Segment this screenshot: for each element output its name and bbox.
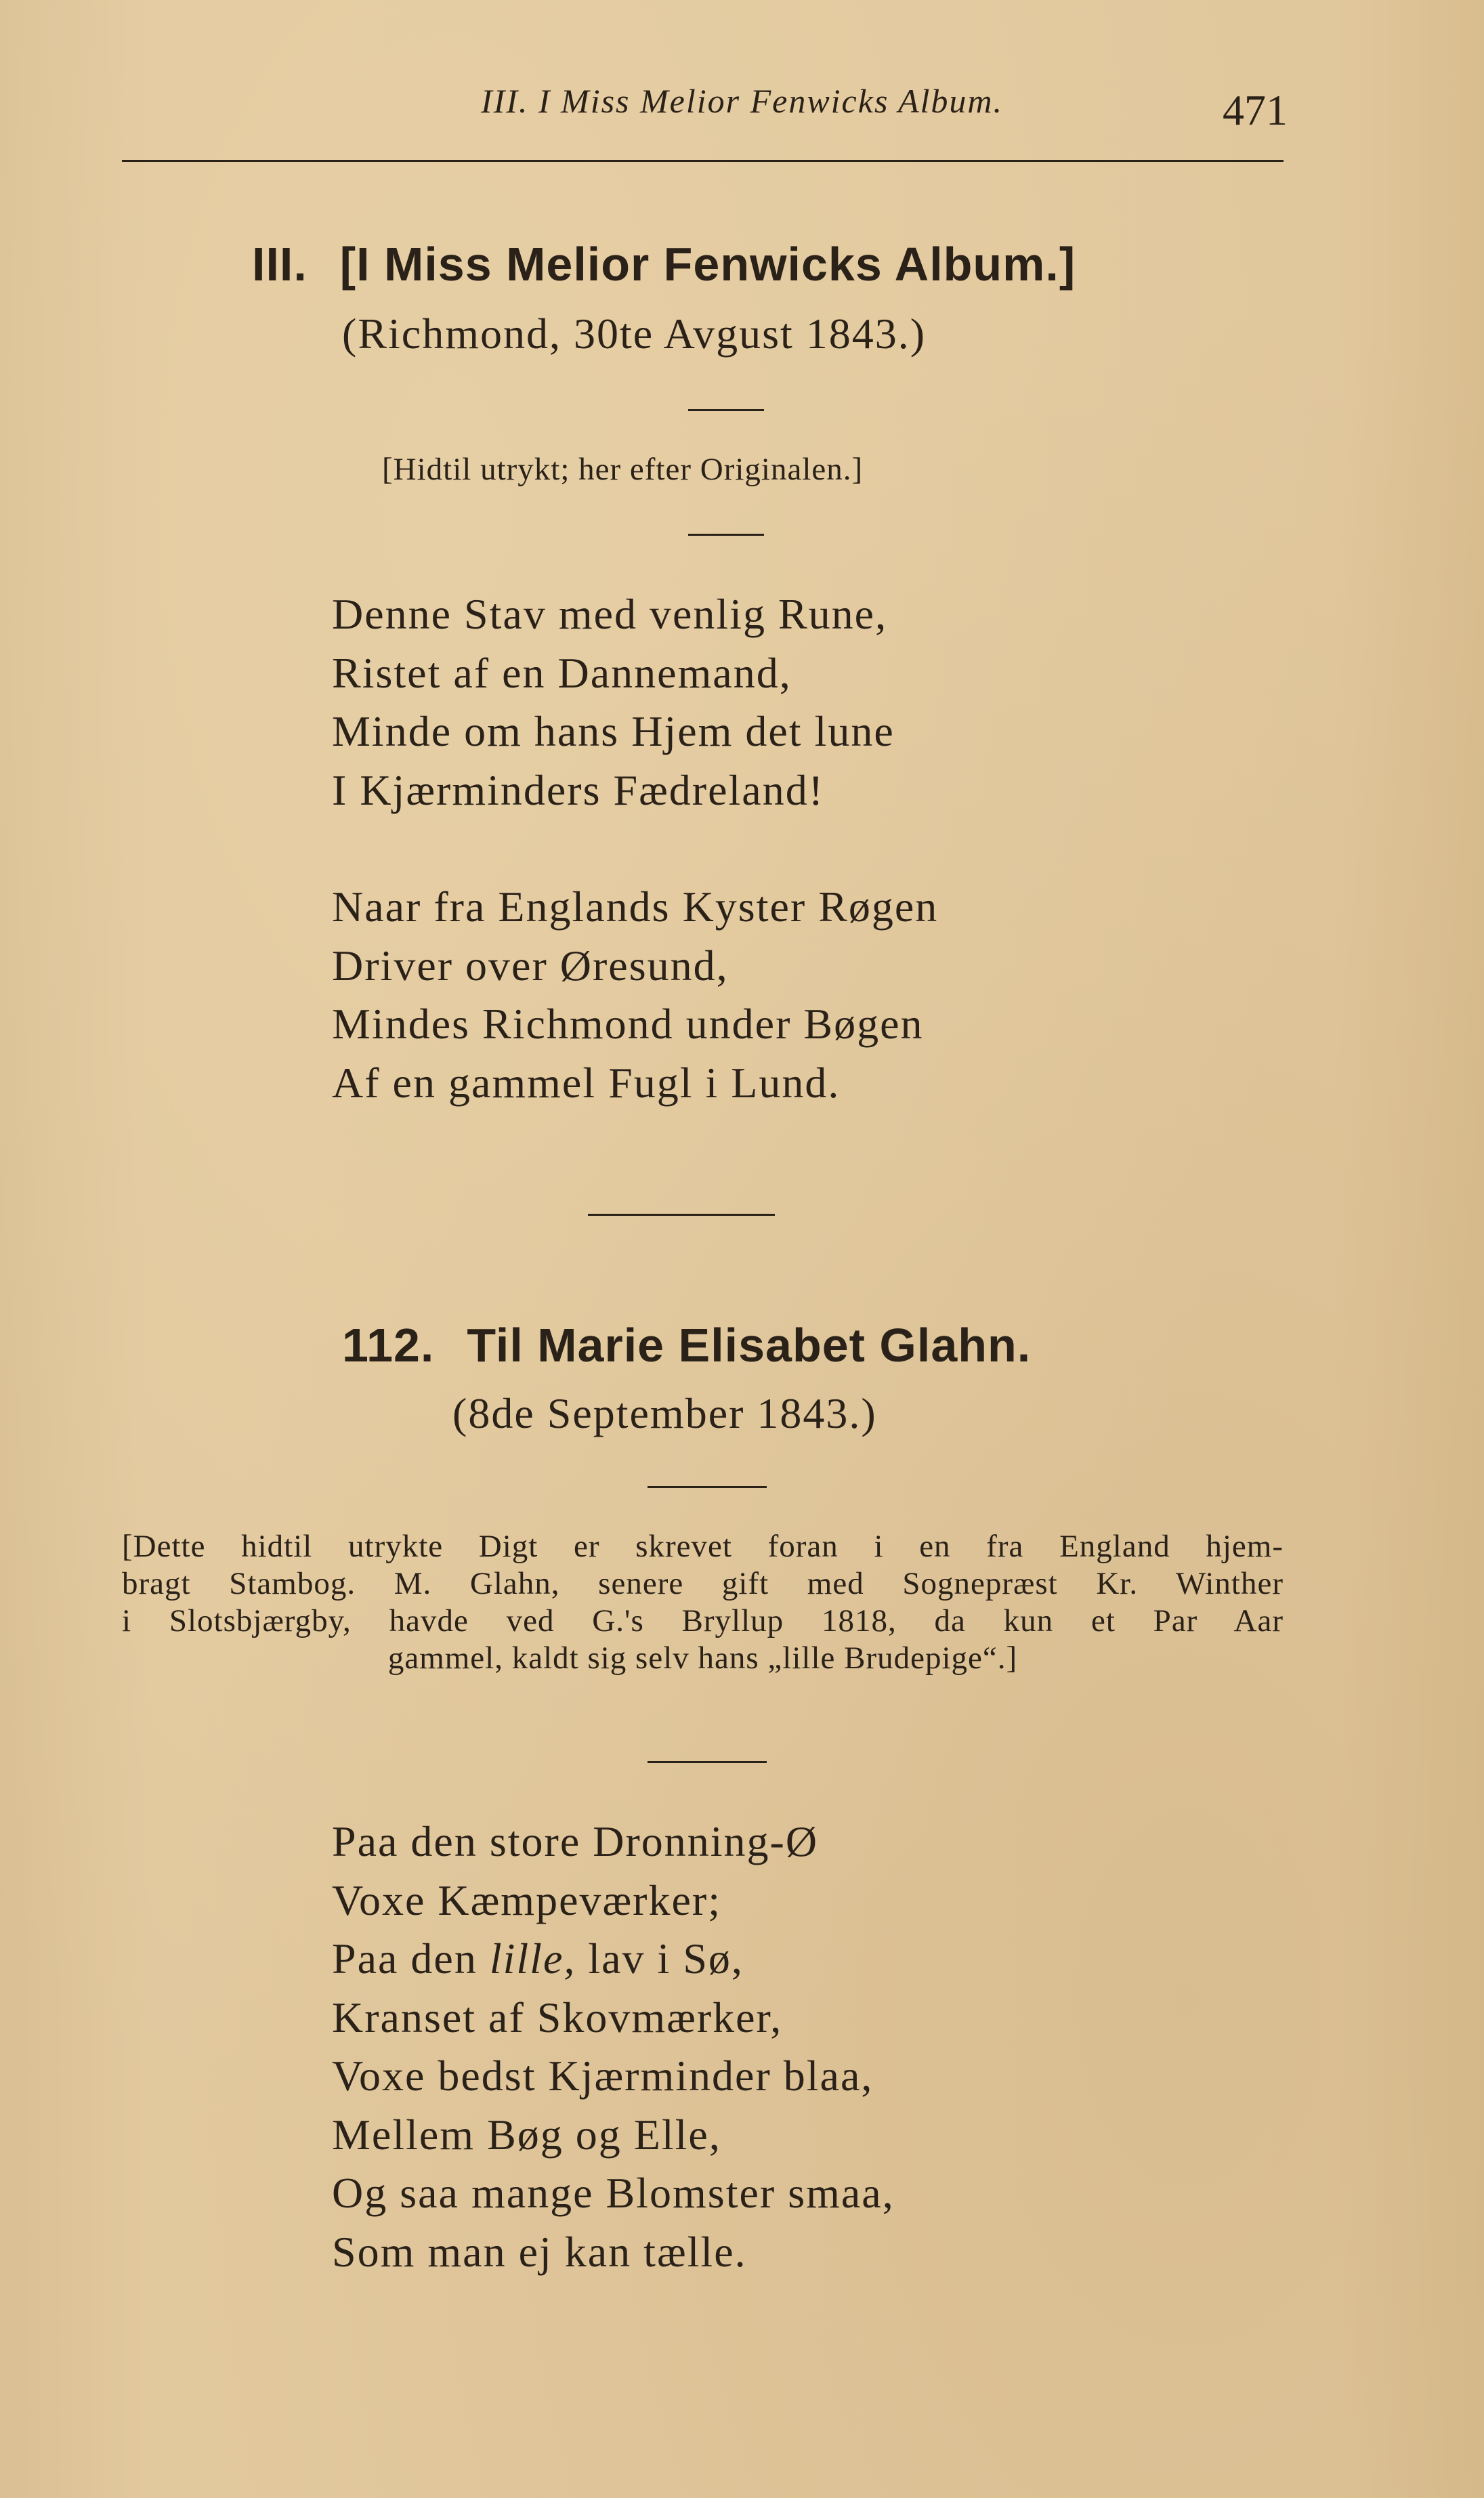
poem-112 <box>332 1813 1280 2281</box>
note-line: i Slotsbjærgby, havde ved G.'s Bryllup 1818, da kun et Par Aar <box>122 1603 1284 1638</box>
poem-line: Paa den store Dronning-Ø <box>332 1817 819 1865</box>
note-line: [Dette hidtil utrykte Digt er skrevet foran i en fra England hjem- <box>122 1529 1284 1564</box>
poem-line <box>332 1930 1280 1989</box>
divider-rule <box>688 534 764 536</box>
running-header: III. I Miss Melior Fenwicks Album. <box>480 82 1004 120</box>
emphasis-word: lille, <box>489 1934 576 1983</box>
section-title: [I Miss Melior Fenwicks Album.] <box>339 238 1076 291</box>
poem-line: Voxe Kæmpeværker; <box>332 1876 721 1924</box>
divider-rule <box>648 1486 767 1488</box>
poem-line: Minde om hans Hjem det lune <box>332 707 895 755</box>
poem-line: Og saa mange Blomster smaa, <box>332 2169 895 2217</box>
poem-line: Driver over Øresund, <box>332 941 729 990</box>
poem-line: Mindes Richmond under Bøgen <box>332 1000 924 1048</box>
stanza-gap <box>332 820 1280 878</box>
section-date: (Richmond, 30te Avgust 1843.) <box>342 310 927 358</box>
section-title: Til Marie Elisabet Glahn. <box>467 1319 1032 1372</box>
section-heading-112 <box>342 1318 1031 1372</box>
section-date: (8de September 1843.) <box>452 1389 877 1437</box>
poem-line-end: lav i Sø, <box>576 1934 744 1983</box>
poem-line: Som man ej kan tælle. <box>332 2227 747 2276</box>
section-divider <box>588 1214 775 1216</box>
poem-line: Naar fra Englands Kyster Røgen <box>332 883 939 931</box>
poem-line: I Kjærminders Fædreland! <box>332 765 824 814</box>
page-number: 471 <box>1223 86 1288 134</box>
poem-line: Denne Stav med venlig Rune, <box>332 590 888 638</box>
note-line: gammel, kaldt sig selv hans „lille Brudepige“.] <box>387 1640 1018 1676</box>
section-number: III. <box>252 238 308 291</box>
poem-111 <box>332 585 1280 1112</box>
section-number: 112. <box>342 1319 435 1372</box>
divider-rule <box>648 1761 767 1763</box>
poem-line: Ristet af en Dannemand, <box>332 648 792 697</box>
poem-line: Voxe bedst Kjærminder blaa, <box>332 2052 874 2100</box>
divider-rule <box>688 409 764 411</box>
header-rule <box>122 160 1284 162</box>
editor-note-block <box>122 1528 1284 1677</box>
poem-line: Kranset af Skovmærker, <box>332 1993 783 2041</box>
editor-note: [Hidtil utrykt; her efter Originalen.] <box>382 452 864 487</box>
poem-line: Af en gammel Fugl i Lund. <box>332 1058 841 1107</box>
note-line: bragt Stambog. M. Glahn, senere gift med Sognepræst Kr. Winther <box>122 1566 1284 1601</box>
section-heading-111 <box>252 237 1076 291</box>
poem-line-start: Paa den <box>332 1934 490 1983</box>
poem-line: Mellem Bøg og Elle, <box>332 2110 721 2159</box>
